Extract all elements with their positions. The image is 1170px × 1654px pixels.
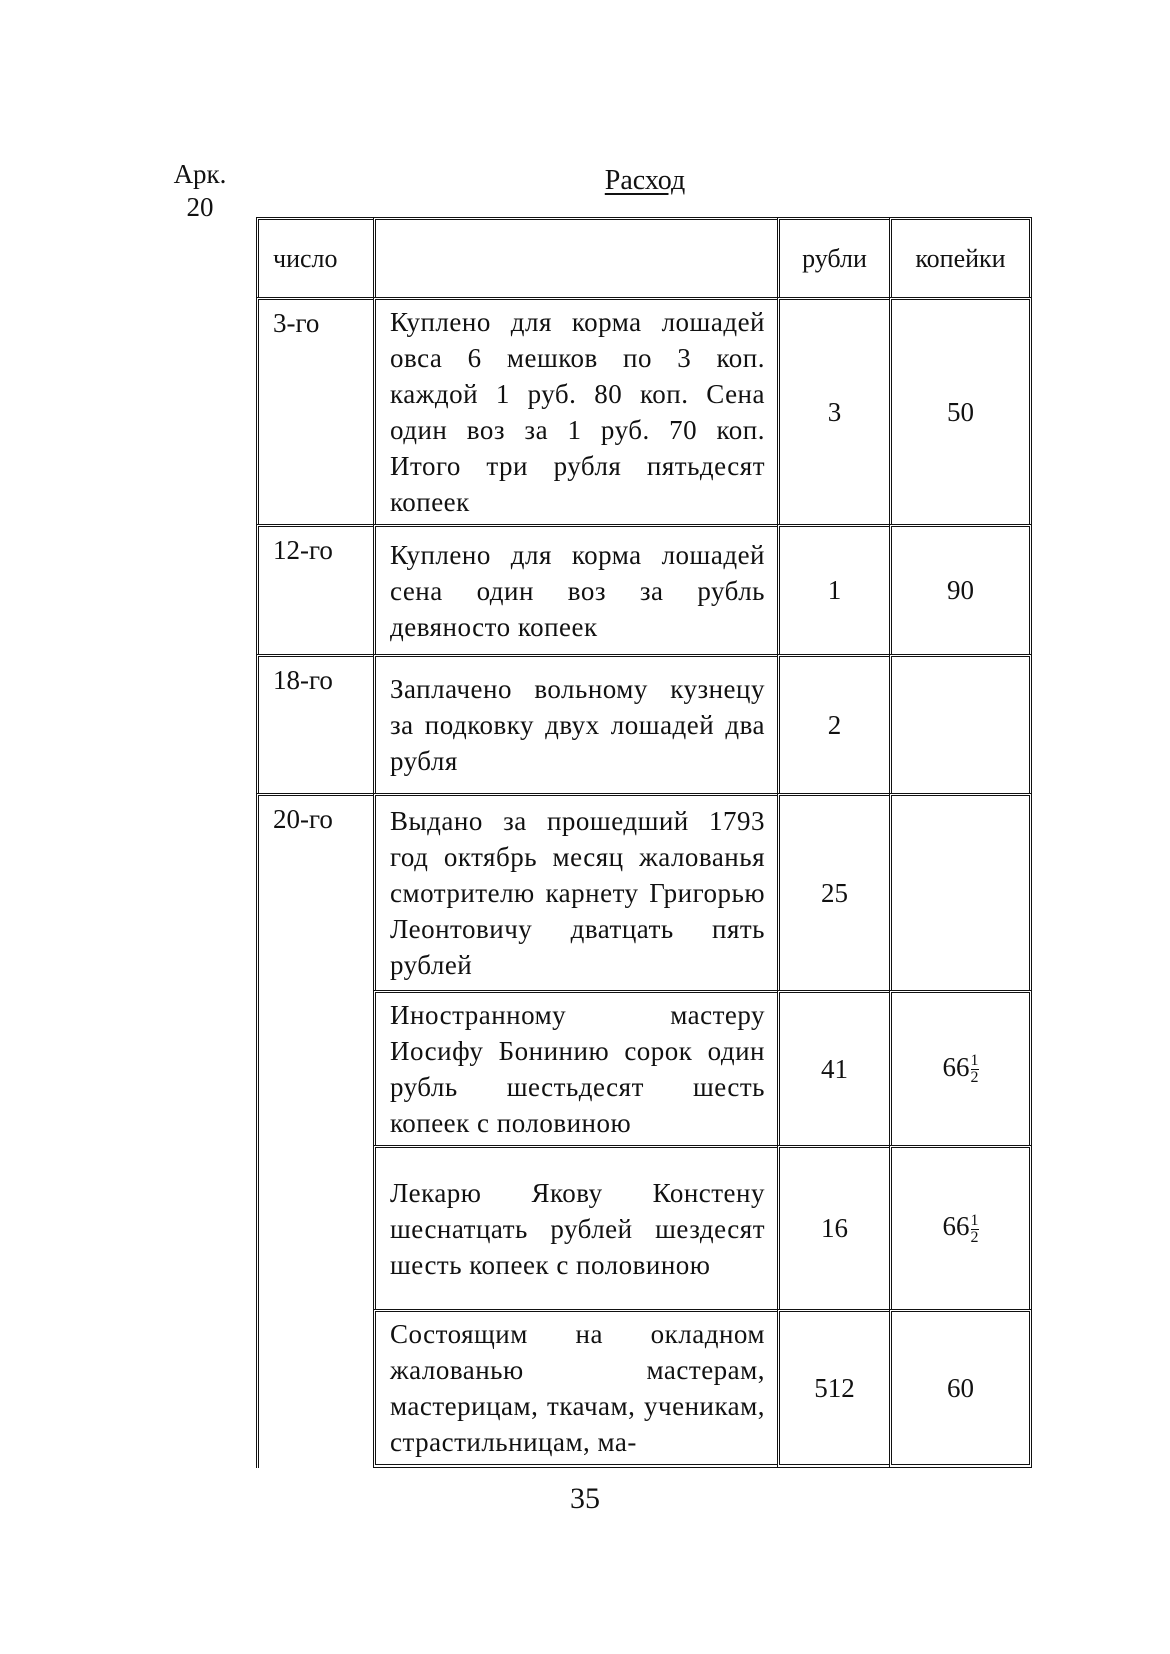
row-date: 18-го xyxy=(256,654,373,793)
row-description-text: Состоящим на окладном жалованью мастерам, мастерицам, ткачам, ученикам, страстильницам, ма- xyxy=(390,1319,765,1457)
row-description xyxy=(373,524,777,654)
fraction-denominator: 2 xyxy=(970,1228,979,1246)
page-number: 35 xyxy=(570,1482,600,1515)
row-description xyxy=(373,1145,777,1309)
row-rubles: 2 xyxy=(777,654,889,793)
table-row xyxy=(256,654,1032,793)
row-kopecks: 50 xyxy=(889,297,1032,524)
row-rubles: 512 xyxy=(777,1309,889,1468)
table-row xyxy=(256,1145,1032,1309)
fraction-numerator: 1 xyxy=(970,1052,979,1070)
row-rubles: 25 xyxy=(777,793,889,990)
row-kopecks xyxy=(889,1145,1032,1309)
archive-sheet-note xyxy=(150,158,250,224)
row-description xyxy=(373,990,777,1145)
row-description-text: Выдано за прошедший 1793 год октябрь месяц жалованья смотрителю карнету Григорью Леонтовичу дватцать пять рублей xyxy=(390,806,765,980)
header-date: число xyxy=(256,217,373,297)
row-rubles: 16 xyxy=(777,1145,889,1309)
table-row xyxy=(256,793,1032,990)
header-rubles: рубли xyxy=(777,217,889,297)
kopecks-value: 66 xyxy=(942,1211,970,1242)
header-description xyxy=(373,217,777,297)
table-row xyxy=(256,990,1032,1145)
archive-sheet-label: Арк. xyxy=(173,159,227,189)
row-date: 20-го xyxy=(256,793,373,1468)
header-kopecks: копейки xyxy=(889,217,1032,297)
expense-table xyxy=(256,217,1032,1468)
row-description-text: Куплено для корма лошадей овса 6 мешков по 3 коп. каждой 1 руб. 80 коп. Сена один воз за 1 руб. 70 коп. Итого три рубля пятьдесят копеек xyxy=(390,307,765,517)
row-date: 3-го xyxy=(256,297,373,524)
table-row xyxy=(256,297,1032,524)
half-fraction xyxy=(971,1053,979,1086)
table-header-row xyxy=(256,217,1032,297)
row-rubles: 41 xyxy=(777,990,889,1145)
row-kopecks xyxy=(889,654,1032,793)
page-heading: Расход xyxy=(604,165,686,196)
row-kopecks: 60 xyxy=(889,1309,1032,1468)
row-description xyxy=(373,1309,777,1468)
table-row xyxy=(256,1309,1032,1468)
row-description-text: Заплачено вольному кузнецу за подковку двух лошадей два рубля xyxy=(390,674,765,776)
row-rubles: 1 xyxy=(777,524,889,654)
table-row xyxy=(256,524,1032,654)
half-fraction xyxy=(971,1213,979,1246)
kopecks-value: 66 xyxy=(942,1051,970,1082)
row-description xyxy=(373,654,777,793)
row-description xyxy=(373,297,777,524)
fraction-denominator: 2 xyxy=(970,1069,979,1087)
row-description-text: Лекарю Якову Констену шеснатцать рублей шездесят шесть копеек с половиною xyxy=(390,1177,765,1280)
row-description-text: Куплено для корма лошадей сена один воз за рубль девяносто копеек xyxy=(390,539,765,642)
row-kopecks xyxy=(889,990,1032,1145)
row-date: 12-го xyxy=(256,524,373,654)
archive-sheet-number: 20 xyxy=(186,192,214,222)
fraction-numerator: 1 xyxy=(970,1211,979,1229)
row-description-text: Иностранному мастеру Иосифу Бонинию сорок один рубль шестьдесят шесть копеек с половиною xyxy=(390,1000,765,1138)
row-kopecks xyxy=(889,793,1032,990)
row-kopecks: 90 xyxy=(889,524,1032,654)
row-rubles: 3 xyxy=(777,297,889,524)
row-description xyxy=(373,793,777,990)
